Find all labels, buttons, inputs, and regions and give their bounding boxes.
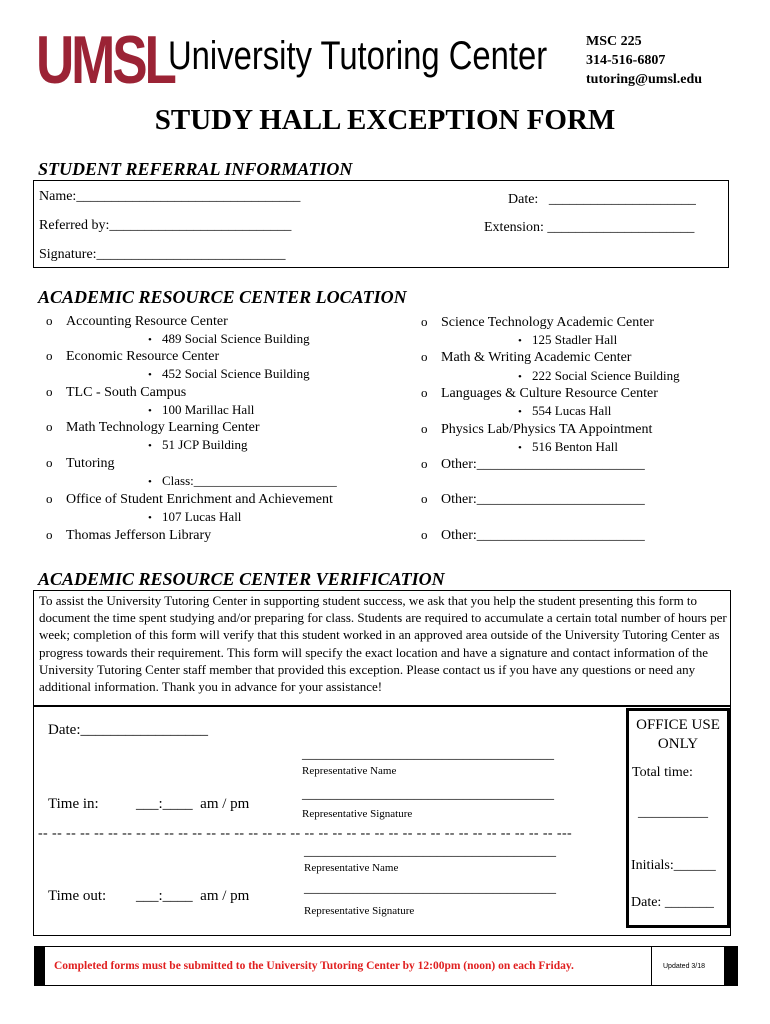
bullet-icon: • [518, 335, 522, 347]
location-sub [518, 333, 617, 347]
location-option-lcrc[interactable] [421, 386, 658, 401]
date-label: Date: [508, 192, 539, 207]
rep-name-label-2: Representative Name [304, 862, 399, 874]
contact-email: tutoring@umsl.edu [586, 72, 703, 87]
radio-circle-icon[interactable]: o [46, 419, 53, 434]
bullet-icon: • [148, 476, 152, 488]
location-sub-text: 107 Lucas Hall [162, 509, 242, 524]
location-label: Science Technology Academic Center [441, 315, 654, 330]
name-line[interactable]: __________________________ [118, 189, 301, 204]
location-option-tjl[interactable] [46, 528, 211, 543]
center-name: University Tutoring Center [168, 34, 548, 78]
referral-date-field[interactable] [508, 193, 696, 207]
referred-label: Referred by: [39, 218, 110, 233]
signature-field[interactable] [39, 248, 286, 262]
location-sub-text: 222 Social Science Building [532, 368, 680, 383]
location-option-other-1[interactable] [421, 457, 645, 472]
radio-circle-icon[interactable]: o [46, 491, 53, 506]
time-out-label: Time out: [48, 888, 107, 904]
contact-msc: MSC 225 [586, 34, 642, 49]
bullet-icon: • [148, 405, 152, 417]
location-sub [518, 404, 611, 418]
other-field[interactable]: Other:________________________ [441, 492, 645, 507]
time-out-field[interactable] [136, 889, 249, 904]
location-heading: ACADEMIC RESOURCE CENTER LOCATION [38, 287, 407, 307]
location-option-mwac[interactable] [421, 350, 631, 365]
location-option-tlc[interactable] [46, 385, 186, 400]
referral-name-field[interactable] [39, 190, 300, 204]
footer-notice: Completed forms must be submitted to the University Tutoring Center by 12:00pm (noon) on each Friday. [54, 960, 574, 972]
radio-circle-icon[interactable]: o [46, 455, 53, 470]
location-label: TLC - South Campus [66, 385, 187, 400]
location-option-accounting[interactable] [46, 314, 228, 329]
referred-by-field[interactable] [39, 219, 291, 233]
time-in-field[interactable] [136, 797, 249, 812]
office-total-time-line[interactable]: __________ [638, 805, 708, 820]
radio-circle-icon[interactable]: o [46, 348, 53, 363]
bullet-icon: • [518, 442, 522, 454]
verification-date-field[interactable]: Date:_________________ [48, 722, 208, 738]
location-option-tutoring[interactable] [46, 456, 115, 471]
office-use-title-line2: ONLY [657, 736, 699, 752]
radio-circle-icon[interactable]: o [421, 491, 428, 506]
radio-circle-icon[interactable]: o [421, 421, 428, 436]
class-field[interactable] [148, 474, 337, 488]
contact-phone: 314-516-6807 [586, 53, 666, 68]
location-label: Economic Resource Center [66, 349, 220, 364]
extension-label: Extension: [484, 220, 544, 235]
umsl-logo: UMSL [36, 22, 174, 98]
office-total-time-label: Total time: [632, 765, 693, 780]
radio-circle-icon[interactable]: o [421, 385, 428, 400]
signature-line[interactable]: ___________________________ [96, 247, 286, 262]
time-out-blank[interactable]: ___:____ [136, 888, 193, 904]
time-in-ampm[interactable]: am / pm [200, 796, 250, 812]
time-in-label: Time in: [48, 796, 99, 812]
location-sub-text: 489 Social Science Building [162, 331, 310, 346]
location-option-stac[interactable] [421, 315, 654, 330]
location-option-physics[interactable] [421, 422, 652, 437]
location-option-other-2[interactable] [421, 492, 645, 507]
location-sub [148, 403, 254, 417]
radio-circle-icon[interactable]: o [421, 527, 428, 542]
location-sub [518, 440, 618, 454]
bullet-icon: • [518, 406, 522, 418]
signature-label: Signature: [39, 247, 97, 262]
referral-heading: STUDENT REFERRAL INFORMATION [38, 159, 353, 179]
location-label: Languages & Culture Resource Center [441, 386, 658, 401]
rep-signature-line-2[interactable]: ____________________________________ [304, 881, 556, 896]
location-sub [148, 438, 247, 452]
office-initials-field[interactable]: Initials:______ [631, 858, 716, 873]
bullet-icon: • [148, 334, 152, 346]
footer-bar-right [724, 946, 738, 986]
location-label: Accounting Resource Center [66, 314, 228, 329]
location-sub-text: 51 JCP Building [162, 437, 248, 452]
footer-updated: Updated 3/18 [663, 963, 706, 970]
class-line[interactable]: Class:______________________ [162, 473, 337, 488]
rep-name-line-1[interactable]: ____________________________________ [302, 747, 554, 762]
rep-name-line-2[interactable]: ____________________________________ [304, 844, 556, 859]
rep-signature-label-1: Representative Signature [302, 808, 413, 820]
radio-circle-icon[interactable]: o [46, 313, 53, 328]
dashed-divider: -- -- -- -- -- -- -- -- -- -- -- -- -- -- -- -- -- -- -- -- -- -- -- -- -- -- -- -- -- -- -- -- -- -- -- -- -- --- [38, 826, 573, 841]
location-sub [148, 332, 310, 346]
location-sub-text: 452 Social Science Building [162, 366, 310, 381]
time-out-ampm[interactable]: am / pm [200, 888, 250, 904]
location-label: Math & Writing Academic Center [441, 350, 632, 365]
location-sub-text: 100 Marillac Hall [162, 402, 255, 417]
verification-paragraph: To assist the University Tutoring Center in supporting student success, we ask that you help the student presenting this form to document the time spent studying and/or preparing for class. Students are required to accumulate a certain total number of hours per week; completion of this form will verify that this student worked in an approved area outside of the University Tutoring Center as progress towards their requirement. This form will specify the exact location and have a signature and contact information of the University Tutoring Center staff member that provided this exception. Please contact us if you have any questions or need any additional information. Thank you in advance for your assistance! [39, 593, 727, 695]
location-sub [148, 510, 241, 524]
location-label: Math Technology Learning Center [66, 420, 260, 435]
extension-line[interactable]: _____________________ [547, 220, 695, 235]
radio-circle-icon[interactable]: o [46, 527, 53, 542]
extension-field[interactable] [484, 221, 694, 235]
rep-signature-label-2: Representative Signature [304, 905, 415, 917]
footer-divider [651, 946, 652, 986]
radio-circle-icon[interactable]: o [46, 384, 53, 399]
time-in-blank[interactable]: ___:____ [136, 796, 193, 812]
other-field[interactable]: Other:________________________ [441, 457, 645, 472]
office-date-field[interactable]: Date: _______ [631, 895, 714, 910]
other-field[interactable]: Other:________________________ [441, 528, 645, 543]
bullet-icon: • [148, 512, 152, 524]
office-use-title-line1: OFFICE USE [636, 717, 720, 733]
location-option-economic[interactable] [46, 349, 219, 364]
name-label: Name:______ [39, 189, 119, 204]
date-line[interactable]: _____________________ [548, 192, 696, 207]
radio-circle-icon[interactable]: o [421, 314, 428, 329]
location-label: Thomas Jefferson Library [66, 528, 212, 543]
bullet-icon: • [518, 371, 522, 383]
location-sub-text: 554 Lucas Hall [532, 403, 612, 418]
bullet-icon: • [148, 440, 152, 452]
footer-bar-left [34, 946, 45, 986]
location-sub-text: 516 Benton Hall [532, 439, 618, 454]
office-use-title [626, 716, 730, 754]
location-sub [518, 369, 680, 383]
location-label: Office of Student Enrichment and Achievement [66, 492, 333, 507]
contact-block [586, 32, 702, 89]
verification-heading: ACADEMIC RESOURCE CENTER VERIFICATION [38, 569, 445, 589]
referred-line[interactable]: __________________________ [109, 218, 292, 233]
location-label: Tutoring [66, 456, 115, 471]
radio-circle-icon[interactable]: o [421, 456, 428, 471]
form-title: STUDY HALL EXCEPTION FORM [154, 104, 616, 136]
rep-signature-line-1[interactable]: ____________________________________ [302, 787, 554, 802]
location-option-other-3[interactable] [421, 528, 645, 543]
location-sub [148, 367, 310, 381]
radio-circle-icon[interactable]: o [421, 349, 428, 364]
rep-name-label-1: Representative Name [302, 765, 397, 777]
location-option-osea[interactable] [46, 492, 333, 507]
bullet-icon: • [148, 369, 152, 381]
location-sub-text: 125 Stadler Hall [532, 332, 618, 347]
location-option-mtlc[interactable] [46, 420, 260, 435]
location-label: Physics Lab/Physics TA Appointment [441, 422, 653, 437]
